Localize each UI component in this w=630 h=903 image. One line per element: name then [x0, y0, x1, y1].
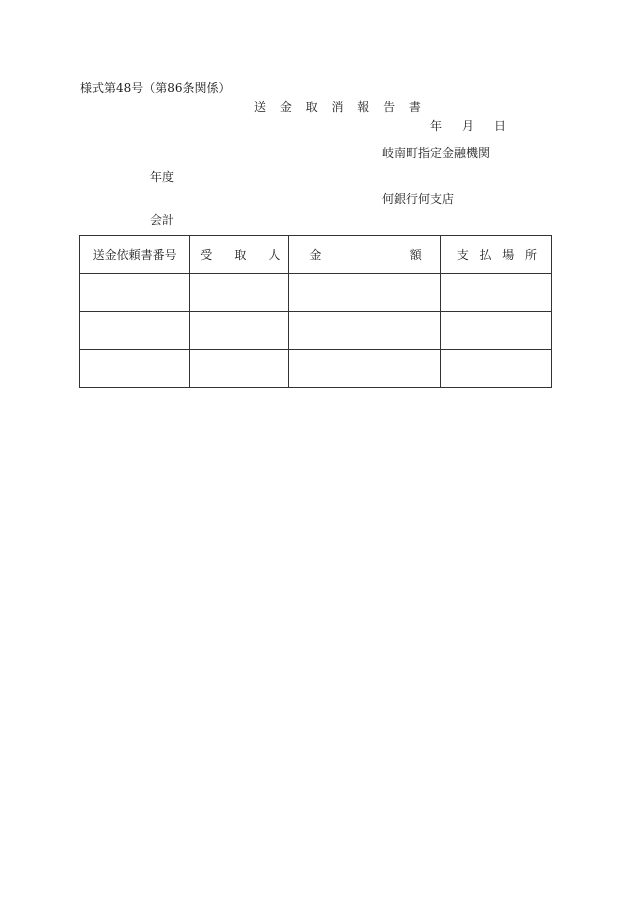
header-payment-place-char: 払 — [479, 248, 492, 262]
institution-name: 岐南町指定金融機関 — [382, 146, 491, 160]
table-row — [80, 312, 552, 350]
table-header-row — [80, 236, 552, 274]
header-payment-place-char: 場 — [502, 248, 515, 262]
cell-amount — [289, 312, 440, 350]
header-receiver-char: 取 — [234, 248, 247, 262]
header-payment-place-char: 支 — [456, 248, 469, 262]
cell-payment-place — [440, 350, 551, 388]
date-month-label: 月 — [462, 119, 475, 133]
date-year-label: 年 — [430, 119, 443, 133]
form-number: 様式第48号（第86条関係） — [80, 81, 231, 95]
header-receiver-char: 受 — [200, 248, 213, 262]
cell-payment-place — [440, 274, 551, 312]
cell-request-number — [80, 274, 190, 312]
cell-request-number — [80, 312, 190, 350]
header-amount-char: 金 — [309, 248, 322, 262]
cell-amount — [289, 350, 440, 388]
date-day-label: 日 — [494, 119, 507, 133]
cell-receiver — [190, 274, 289, 312]
header-payment-place-char: 所 — [524, 248, 537, 262]
header-receiver-char: 人 — [268, 248, 281, 262]
header-amount — [289, 236, 440, 274]
cell-payment-place — [440, 312, 551, 350]
cell-receiver — [190, 312, 289, 350]
remittance-cancellation-table — [79, 235, 552, 388]
header-request-number-label: 送金依頼書番号 — [92, 248, 177, 262]
table-row — [80, 274, 552, 312]
header-receiver — [190, 236, 289, 274]
document-title: 送 金 取 消 報 告 書 — [254, 100, 426, 114]
header-payment-place — [440, 236, 551, 274]
date-line — [430, 119, 506, 133]
cell-receiver — [190, 350, 289, 388]
header-request-number — [80, 236, 190, 274]
table-row — [80, 350, 552, 388]
cell-request-number — [80, 350, 190, 388]
fiscal-year-label: 年度 — [150, 170, 175, 184]
header-amount-char: 額 — [409, 248, 422, 262]
cell-amount — [289, 274, 440, 312]
bank-branch-name: 何銀行何支店 — [382, 192, 455, 206]
account-label: 会計 — [150, 213, 175, 227]
